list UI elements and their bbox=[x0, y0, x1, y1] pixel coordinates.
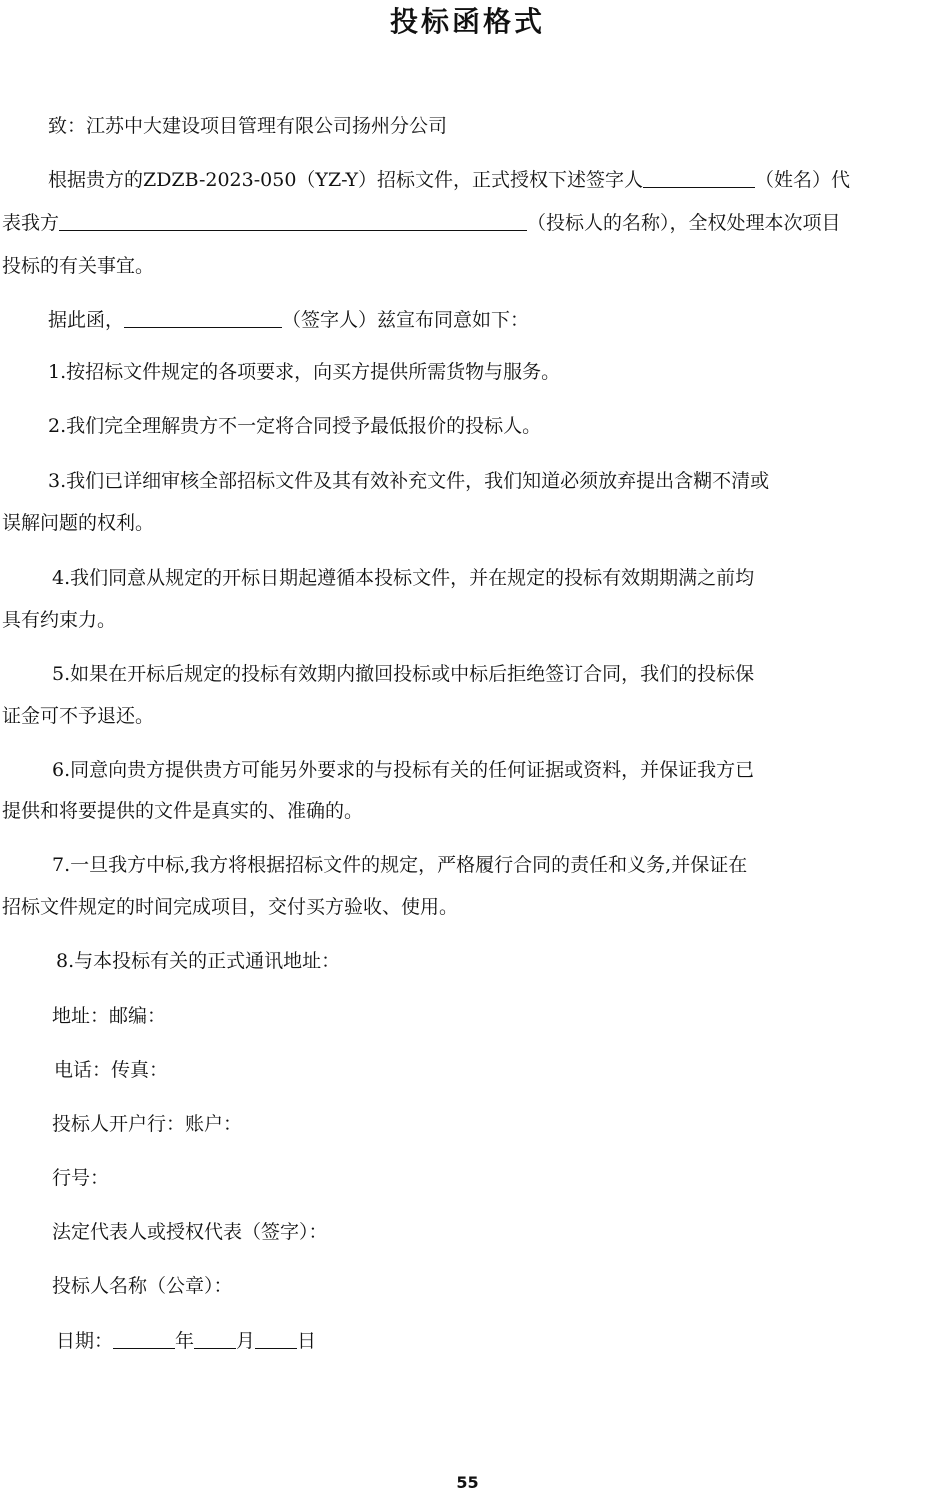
item-7-line-1: 7.一旦我方中标,我方将根据招标文件的规定，严格履行合同的责任和义务,并保证在 bbox=[52, 854, 748, 876]
signer-name-blank[interactable] bbox=[643, 167, 755, 188]
authorization-line-2 bbox=[2, 209, 841, 237]
month-label: 月 bbox=[236, 1330, 256, 1352]
item-5-line-1: 5.如果在开标后规定的投标有效期内撤回投标或中标后拒绝签订合同，我们的投标保 bbox=[52, 663, 755, 685]
addressee-line: 致：江苏中大建设项目管理有限公司扬州分公司 bbox=[48, 115, 448, 137]
declaration-text-b: （签字人）兹宣布同意如下： bbox=[282, 309, 530, 331]
authorization-text-c: 表我方 bbox=[2, 212, 60, 234]
item-6-line-1: 6.同意向贵方提供贵方可能另外要求的与投标有关的任何证据或资料，并保证我方已 bbox=[52, 759, 755, 781]
authorization-line-1 bbox=[48, 166, 850, 194]
document-title: 投标函格式 bbox=[389, 5, 545, 38]
authorization-text-a: 根据贵方的ZDZB-2023-050（YZ-Y）招标文件，正式授权下述签字人 bbox=[48, 169, 644, 191]
item-4-line-1: 4.我们同意从规定的开标日期起遵循本投标文件，并在规定的投标有效期期满之前均 bbox=[52, 567, 755, 589]
bank-field: 投标人开户行：账户： bbox=[52, 1113, 243, 1135]
bidder-name-field: 投标人名称（公章）： bbox=[52, 1275, 233, 1297]
day-blank[interactable] bbox=[255, 1328, 297, 1349]
item-8-line-1: 8.与本投标有关的正式通讯地址： bbox=[56, 950, 341, 972]
year-blank[interactable] bbox=[113, 1328, 175, 1349]
item-4-line-2: 具有约束力。 bbox=[2, 609, 117, 631]
day-label: 日 bbox=[297, 1330, 317, 1352]
item-3-line-2: 误解问题的权利。 bbox=[2, 512, 155, 534]
bidder-name-blank[interactable] bbox=[59, 210, 527, 231]
item-5-line-2: 证金可不予退还。 bbox=[2, 705, 155, 727]
bank-number-field: 行号： bbox=[52, 1167, 110, 1189]
month-blank[interactable] bbox=[194, 1328, 236, 1349]
phone-field: 电话：传真： bbox=[54, 1059, 169, 1081]
authorization-text-b: （姓名）代 bbox=[755, 169, 851, 191]
authorization-line-3: 投标的有关事宜。 bbox=[2, 255, 155, 277]
item-6-line-2: 提供和将要提供的文件是真实的、准确的。 bbox=[2, 800, 364, 822]
year-label: 年 bbox=[175, 1330, 195, 1352]
item-1-line-1: 1.按招标文件规定的各项要求，向买方提供所需货物与服务。 bbox=[48, 361, 561, 383]
authorization-text-d: （投标人的名称），全权处理本次项目 bbox=[527, 212, 841, 234]
date-label: 日期： bbox=[56, 1330, 114, 1352]
address-field: 地址：邮编： bbox=[52, 1005, 167, 1027]
declaration-text-a: 据此函， bbox=[48, 309, 125, 331]
page-number: 55 bbox=[456, 1473, 479, 1492]
item-2-line-1: 2.我们完全理解贵方不一定将合同授予最低报价的投标人。 bbox=[48, 415, 542, 437]
representative-field: 法定代表人或授权代表（签字）： bbox=[52, 1221, 328, 1243]
item-7-line-2: 招标文件规定的时间完成项目，交付买方验收、使用。 bbox=[2, 896, 459, 918]
date-line bbox=[56, 1327, 316, 1355]
item-3-line-1: 3.我们已详细审核全部招标文件及其有效补充文件，我们知道必须放弃提出含糊不清或 bbox=[48, 470, 770, 492]
signer-blank[interactable] bbox=[124, 307, 282, 328]
declaration-line bbox=[48, 306, 529, 334]
